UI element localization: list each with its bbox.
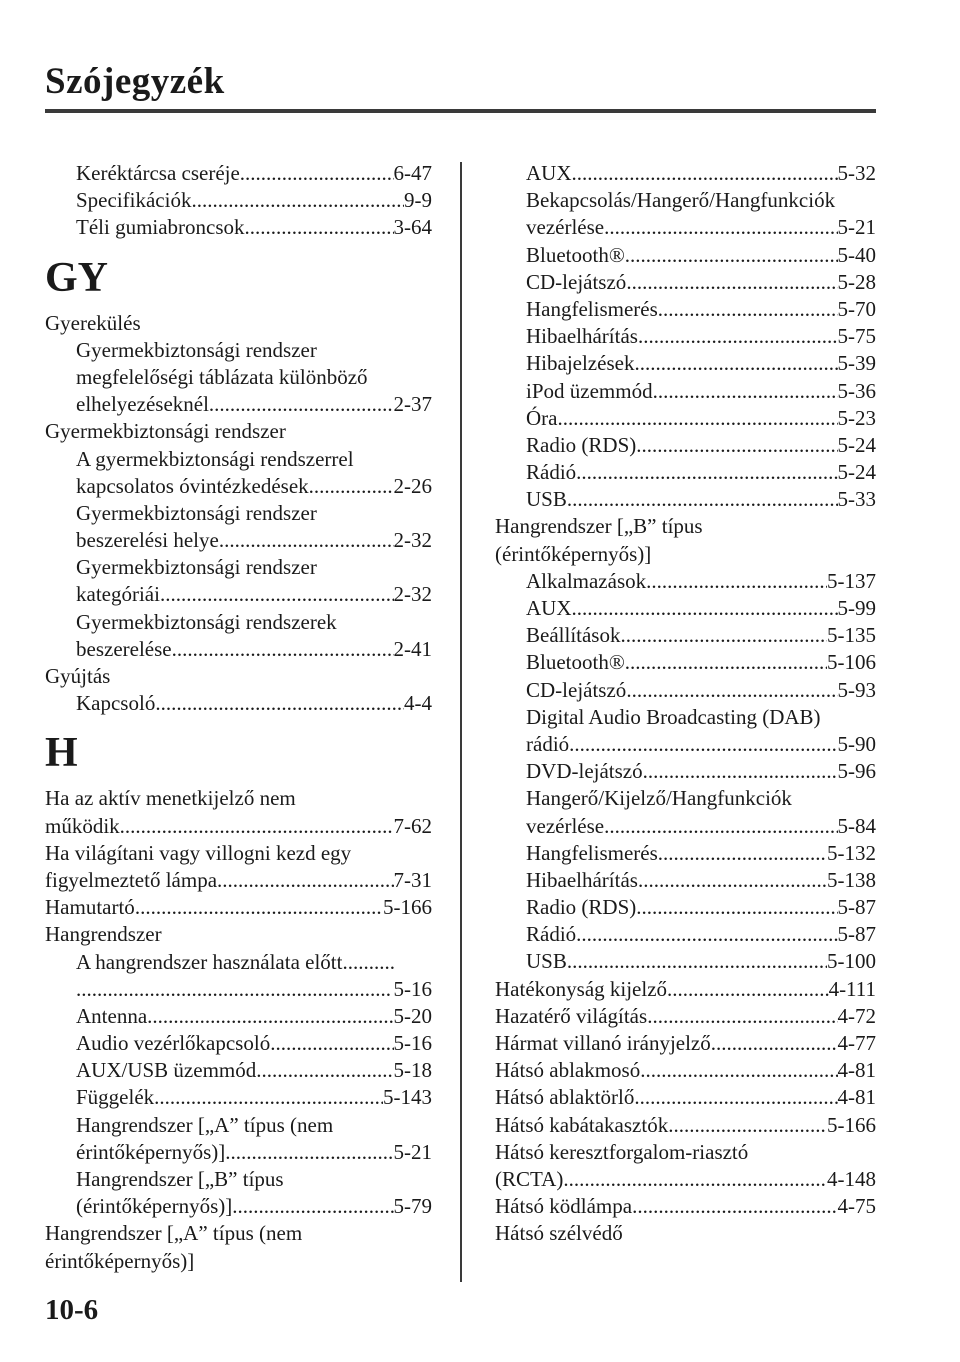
index-entry: Gyerekülés [45,310,141,335]
dot-leader [120,813,394,840]
index-entry [526,405,876,432]
entry-page-ref: 5-21 [837,215,876,240]
index-entry: Hangrendszer [45,922,162,947]
entry-term: Alkalmazások [526,568,647,593]
entry-term: AUX [526,161,572,185]
entry-term: Rádió [526,922,577,947]
index-entry [526,595,876,622]
index-entry [76,1139,432,1166]
entry-term: Rádió [526,460,577,485]
index-entry [76,690,432,717]
index-entry: A gyermekbiztonsági rendszerrel [76,446,354,471]
index-entry [526,214,876,241]
entry-page-ref: 2-41 [393,636,432,661]
index-entry: Gyermekbiztonsági rendszer [76,555,317,580]
dot-leader [209,391,394,418]
entry-page-ref: 5-135 [827,623,876,648]
index-entry [526,296,876,323]
entry-term: Hátsó ablakmosó [495,1058,641,1083]
entry-term: CD-lejátszó [526,677,627,702]
dot-leader [160,581,394,608]
dot-leader [576,459,837,486]
entry-page-ref: 4-148 [827,1166,876,1191]
entry-term: AUX/USB üzemmód [76,1058,257,1083]
index-entry [495,976,876,1003]
entry-page-ref: 5-24 [837,460,876,485]
entry-term: Óra [526,405,558,430]
entry-term: Radio (RDS) [526,895,637,920]
dot-leader [155,690,404,717]
index-entry [45,894,432,921]
entry-term: Hátsó kabátakasztók [495,1112,669,1137]
index-entry [76,527,432,554]
entry-page-ref: 5-87 [837,895,876,920]
index-entry [76,1030,432,1057]
entry-term: Hangfelismerés [526,840,658,865]
dot-leader [646,568,827,595]
entry-page-ref: 5-99 [837,596,876,620]
index-entry [526,677,876,704]
index-entry [76,1057,432,1084]
index-entry [76,214,432,241]
index-entry: Bekapcsolás/Hangerő/Hangfunkciók [526,188,836,213]
entry-page-ref: 4-72 [837,1003,876,1028]
dot-leader [172,636,394,663]
dot-leader [245,214,394,241]
index-entry [526,867,876,894]
entry-page-ref: 5-93 [837,677,876,702]
entry-page-ref: 5-87 [837,922,876,947]
entry-term: Specifikációk [76,188,192,213]
entry-page-ref: 3-64 [393,215,432,240]
entry-term: érintőképernyős)] [76,1139,226,1164]
dot-leader [632,1193,837,1220]
index-entry: Hátsó keresztforgalom-riasztó [495,1139,749,1164]
dot-leader [667,976,829,1003]
entry-page-ref: 5-23 [837,405,876,430]
entry-term: Beállítások [526,623,621,648]
dot-leader [567,486,838,513]
entry-term: Hamutartó [45,895,135,920]
index-entry [495,1084,876,1111]
entry-page-ref: 5-90 [837,731,876,756]
index-entry: Gyermekbiztonsági rendszer [76,337,317,362]
entry-page-ref: 5-39 [837,351,876,376]
entry-term: Téli gumiabroncsok [76,215,245,240]
index-entry [526,323,876,350]
entry-page-ref: 4-75 [837,1194,876,1219]
index-entry [526,813,876,840]
entry-page-ref: 5-18 [393,1058,432,1083]
entry-page-ref: 5-21 [393,1139,432,1164]
index-entry: Ha világítani vagy villogni kezd egy [45,840,352,865]
entry-page-ref: 4-77 [837,1031,876,1055]
index-entry [495,1166,876,1193]
dot-leader [620,622,827,649]
entry-page-ref: 6-47 [393,161,432,185]
entry-page-ref: 5-70 [837,296,876,321]
entry-page-ref: 5-33 [837,487,876,512]
entry-page-ref: 5-138 [827,867,876,892]
index-entry [526,486,876,513]
index-entry [76,187,432,214]
index-entry: Hangrendszer [„A” típus (nem [45,1221,303,1246]
index-column-right [495,160,876,1248]
entry-term: működik [45,813,120,838]
entry-page-ref: 2-32 [393,582,432,607]
entry-page-ref: 5-32 [837,161,876,185]
index-entry [526,459,876,486]
entry-term: Hátsó ködlámpa [495,1194,633,1219]
index-entry [526,948,876,975]
dot-leader [225,1139,393,1166]
dot-leader [636,432,837,459]
entry-page-ref: 7-62 [393,813,432,838]
index-entry [76,1193,432,1220]
index-entry [526,242,876,269]
index-entry [526,921,876,948]
entry-page-ref: 5-20 [393,1003,432,1028]
entry-term: Antenna [76,1003,148,1028]
entry-page-ref: 4-111 [828,976,876,1001]
entry-page-ref: 5-28 [837,269,876,294]
dot-leader [557,405,837,432]
dot-leader [135,894,383,921]
entry-term: USB [526,487,567,512]
dot-leader [270,1030,393,1057]
index-entry [495,1030,876,1057]
index-entry: Hangrendszer [„B” típus [76,1167,284,1191]
entry-term: DVD-lejátszó [526,759,643,784]
entry-page-ref: 5-137 [827,568,876,593]
index-entry: Ha az aktív menetkijelző nem [45,786,296,811]
entry-page-ref: 7-31 [393,867,432,892]
entry-page-ref: 5-16 [393,1031,432,1056]
entry-term: AUX [526,596,572,620]
entry-term: vezérlése [526,215,605,240]
entry-term: Hármat villanó irányjelző [495,1031,711,1055]
dot-leader [668,1112,827,1139]
dot-leader [640,1057,837,1084]
entry-term: Hazatérő világítás [495,1003,648,1028]
dot-leader [604,813,837,840]
entry-term: Hibajelzések [526,351,635,376]
index-entry: érintőképernyős)] [45,1248,195,1273]
entry-page-ref: 5-166 [383,895,432,920]
dot-leader [653,378,838,405]
section-letter: H [45,730,78,777]
entry-term: Hibaelhárítás [526,867,638,892]
dot-leader [711,1030,838,1057]
entry-term: figyelmeztető lámpa [45,867,218,892]
entry-page-ref: 5-132 [827,840,876,865]
entry-term: elhelyezéseknél [76,392,209,417]
dot-leader [604,214,837,241]
entry-term: Hangfelismerés [526,296,658,321]
index-entry [526,758,876,785]
dot-leader [309,473,394,500]
index-entry: Gyermekbiztonsági rendszer [76,500,317,525]
index-entry: A hangrendszer használata előtt.......... [76,949,395,974]
entry-page-ref: 5-84 [837,813,876,838]
index-entry [526,649,876,676]
index-entry [45,867,432,894]
entry-page-ref: 9-9 [404,188,432,213]
index-entry [526,350,876,377]
entry-page-ref: 5-79 [393,1194,432,1219]
dot-leader [217,867,393,894]
dot-leader [658,296,838,323]
dot-leader [232,1193,393,1220]
entry-page-ref: 5-106 [827,650,876,675]
dot-leader [219,527,394,554]
index-entry: Gyermekbiztonsági rendszer [45,419,286,444]
entry-page-ref: 5-36 [837,378,876,403]
dot-leader [658,840,827,867]
index-entry [76,581,432,608]
index-entry [76,1003,432,1030]
entry-term: Hátsó ablaktörlő [495,1085,635,1110]
entry-term: Keréktárcsa cseréje [76,161,240,185]
entry-page-ref: 5-166 [827,1112,876,1137]
dot-leader [638,867,827,894]
dot-leader [634,350,837,377]
dot-leader [626,677,837,704]
entry-term: Hibaelhárítás [526,324,638,349]
entry-page-ref: 4-81 [837,1085,876,1110]
entry-page-ref: 2-37 [393,392,432,417]
index-entry [76,160,432,187]
index-entry: (érintőképernyős)] [495,541,652,566]
dot-leader [240,160,394,187]
dot-leader [643,758,838,785]
index-entry [526,160,876,187]
dot-leader [625,649,827,676]
index-entry [526,894,876,921]
index-column-left [45,160,432,1275]
entry-page-ref: 4-4 [404,691,432,716]
entry-term: beszerelése [76,636,172,661]
entry-term: vezérlése [526,813,605,838]
dot-leader [191,187,404,214]
index-entry [76,1084,432,1111]
index-entry [526,269,876,296]
entry-term: Kapcsoló [76,691,156,716]
page-number: 10-6 [45,1294,99,1326]
entry-term: (RCTA) [495,1166,564,1191]
entry-term: (érintőképernyős)] [76,1194,233,1219]
entry-term: Függelék [76,1085,155,1110]
entry-page-ref: 5-96 [837,759,876,784]
entry-page-ref: 2-32 [393,528,432,553]
entry-term: USB [526,949,567,974]
index-entry [495,1112,876,1139]
index-entry [76,636,432,663]
entry-page-ref: 5-143 [383,1085,432,1110]
entry-term: beszerelési helye [76,528,219,553]
index-entry: Hangrendszer [„B” típus [495,514,703,539]
index-entry [526,432,876,459]
dot-leader [563,1166,827,1193]
entry-term: Audio vezérlőkapcsoló [76,1031,271,1056]
index-entry [495,1193,876,1220]
section-letter: GY [45,254,108,301]
index-entry [76,473,432,500]
entry-page-ref: 4-81 [837,1058,876,1083]
entry-term: kategóriái [76,582,160,607]
entry-page-ref: 5-16 [392,976,433,1003]
entry-page-ref: 5-24 [837,432,876,457]
dot-leader [569,731,837,758]
entry-term: Hatékonyság kijelző [495,976,668,1001]
index-entry: Hangrendszer [„A” típus (nem [76,1112,334,1137]
entry-page-ref: 5-40 [837,242,876,267]
page-title: Szójegyzék [45,61,225,102]
dot-leader [576,921,837,948]
index-entry [495,1057,876,1084]
dot-leader [572,160,838,187]
entry-term: Bluetooth® [526,650,625,675]
dot-leader [572,595,838,622]
dot-leader [154,1084,383,1111]
entry-term: rádió [526,731,570,756]
index-entry [526,378,876,405]
index-entry [526,568,876,595]
entry-term: Bluetooth® [526,242,625,267]
index-entry: Digital Audio Broadcasting (DAB) [526,704,821,729]
entry-page-ref: 5-100 [827,949,876,974]
entry-page-ref: 2-26 [393,473,432,498]
title-rule [45,109,876,113]
entry-term: Radio (RDS) [526,432,637,457]
index-entry [526,840,876,867]
index-entry [526,731,876,758]
index-entry [45,813,432,840]
index-entry: Hátsó szélvédő [495,1221,623,1246]
dot-leader [256,1057,393,1084]
index-entry: Hangerő/Kijelző/Hangfunkciók [526,786,792,811]
dot-leader [634,1084,837,1111]
entry-page-ref: 5-75 [837,324,876,349]
dot-leader [567,948,827,975]
dot-leader [636,894,837,921]
index-entry [526,622,876,649]
dot-leader [147,1003,393,1030]
index-entry: megfelelőségi táblázata különböző [76,364,368,389]
index-entry [76,391,432,418]
dot-leader [625,242,838,269]
entry-term: CD-lejátszó [526,269,627,294]
dot-leader [638,323,838,350]
dot-leader [647,1003,837,1030]
column-divider [460,162,462,1282]
entry-term: kapcsolatos óvintézkedések [76,473,309,498]
index-entry: Gyermekbiztonsági rendszerek [76,609,337,634]
index-entry: Gyújtás [45,664,111,688]
entry-term: iPod üzemmód [526,378,653,403]
index-entry-continuation [76,976,432,1003]
index-entry [495,1003,876,1030]
dot-leader [626,269,837,296]
